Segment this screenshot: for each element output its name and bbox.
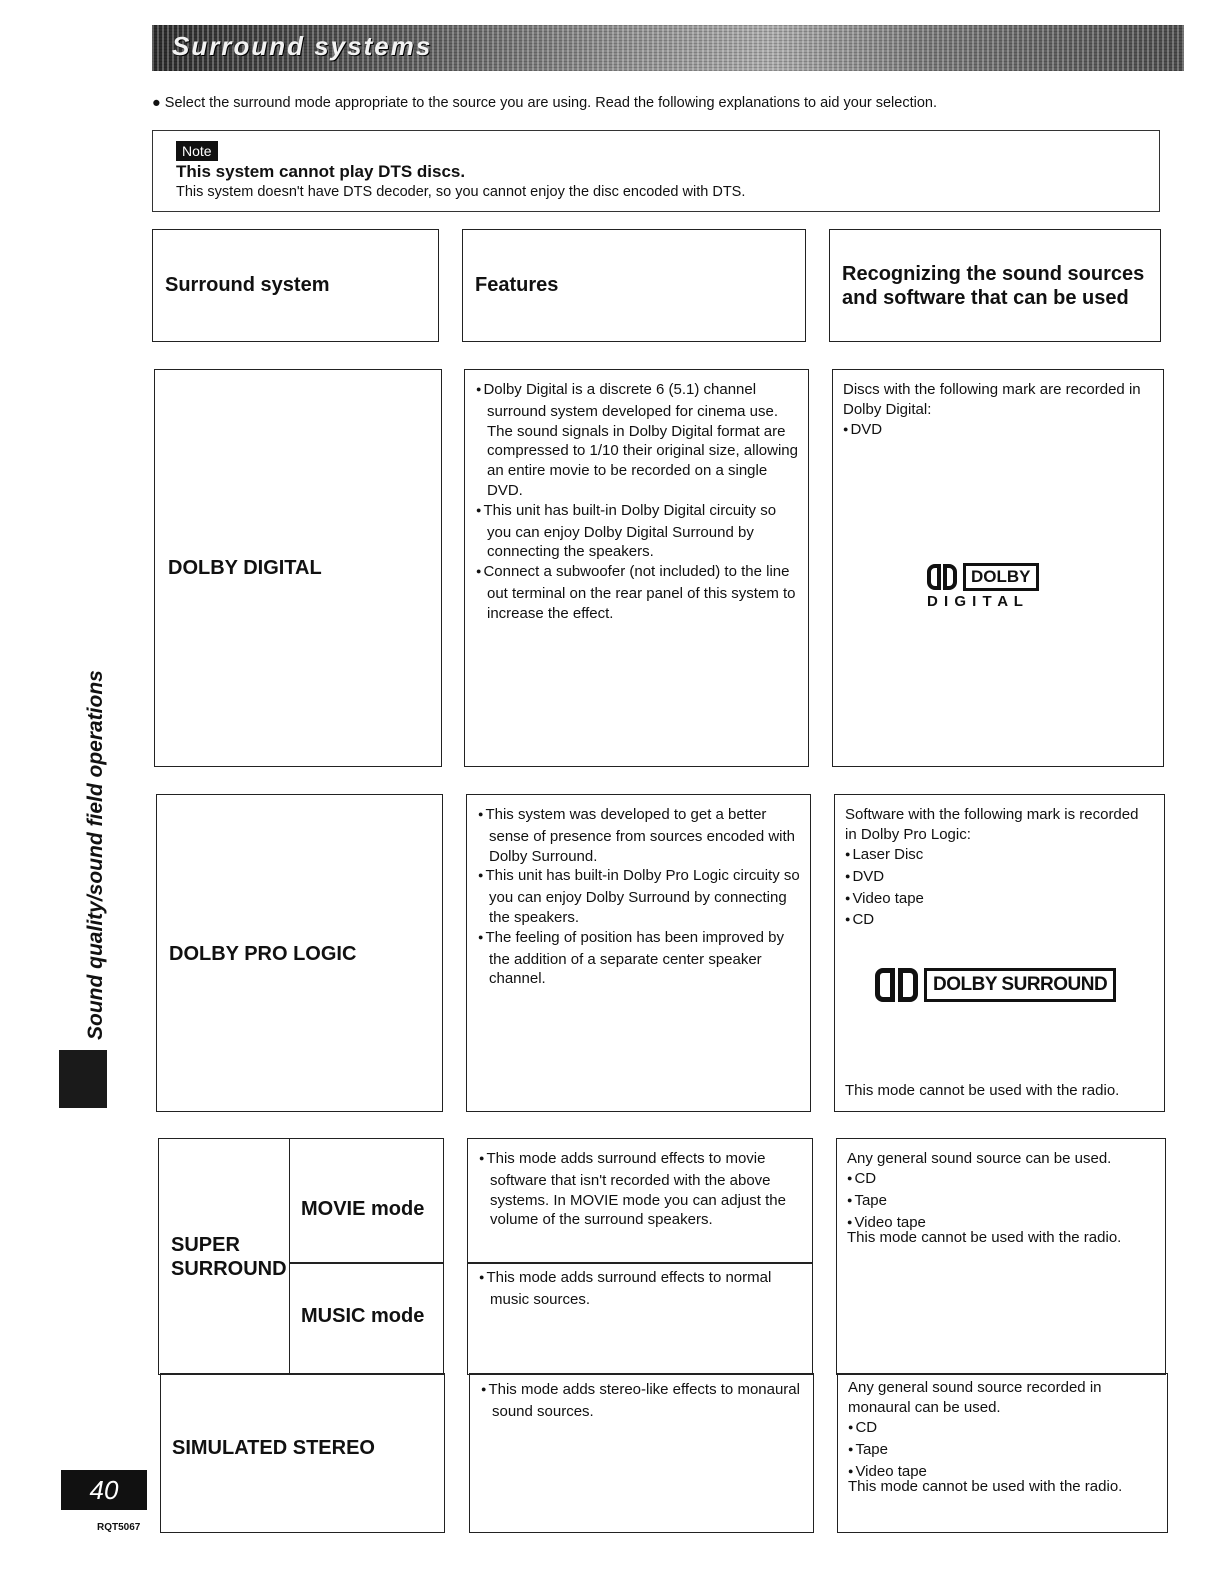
simulated-stereo-features-list	[481, 1380, 801, 1422]
music-mode-features-cell	[467, 1262, 813, 1375]
dolby-pro-logic-sources-list	[845, 845, 1145, 932]
dolby-digital-features-list	[476, 380, 801, 624]
note-text: This system doesn't have DTS decoder, so you cannot enjoy the disc encoded with DTS.	[176, 184, 746, 200]
movie-mode-features-cell	[467, 1138, 813, 1264]
intro-sentence: Select the surround mode appropriate to the source you are using. Read the following explanations to aid your selection.	[164, 95, 937, 111]
music-mode-label: MUSIC mode	[301, 1305, 425, 1327]
dolby-digital-logo-sub: D I G I T A L	[927, 593, 1024, 610]
list-item: ● This unit has built-in Dolby Pro Logic circuity so you can enjoy Dolby Surround by connecting the speakers.	[478, 866, 803, 927]
dolby-digital-features-cell	[464, 369, 809, 767]
d-right-icon	[898, 968, 918, 1002]
dolby-digital-sources-cell	[832, 369, 1164, 767]
list-item: ● Laser Disc	[845, 845, 1145, 867]
simulated-stereo-sources-intro: Any general sound source recorded in monaural can be used.	[848, 1379, 1102, 1416]
document-code: RQT5067	[97, 1522, 141, 1533]
simulated-stereo-features-cell	[469, 1373, 814, 1533]
dolby-pro-logic-name-cell	[156, 794, 443, 1112]
list-item: ● This mode adds stereo-like effects to monaural sound sources.	[481, 1380, 801, 1422]
dolby-digital-name-cell	[154, 369, 442, 767]
header-features	[462, 229, 806, 342]
list-item: ● Connect a subwoofer (not included) to the line out terminal on the rear panel of this system to increase the effect.	[476, 562, 801, 623]
section-banner	[152, 25, 1184, 71]
dolby-digital-logo	[927, 563, 1039, 610]
super-surround-sources-list	[847, 1169, 1147, 1234]
simulated-stereo-name-cell	[160, 1373, 445, 1533]
dolby-surround-logo	[875, 968, 1116, 1002]
dolby-pro-logic-features-list	[478, 805, 803, 989]
list-item: ● Video tape	[845, 889, 1145, 911]
super-surround-title: SUPER SURROUND	[171, 1234, 287, 1280]
list-item: ● This mode adds surround effects to normal music sources.	[479, 1268, 799, 1310]
dolby-logo-word: DOLBY	[963, 563, 1039, 591]
movie-mode-features-list	[479, 1149, 799, 1230]
dolby-pro-logic-sources-intro: Software with the following mark is recorded in Dolby Pro Logic:	[845, 806, 1139, 843]
list-item: ● The feeling of position has been improved by the addition of a separate center speaker channel.	[478, 928, 803, 989]
page-number: 40	[61, 1470, 147, 1510]
list-item: ● Dolby Digital is a discrete 6 (5.1) channel surround system developed for cinema use. The sound signals in Dolby Digital format are compressed to 1/10 their original size, allowing an entire movie to be recorded on a single DVD.	[476, 380, 801, 501]
header-surround-system	[152, 229, 439, 342]
d-left-icon	[875, 968, 895, 1002]
movie-mode-cell	[289, 1138, 444, 1264]
super-surround-sources-cell	[836, 1138, 1166, 1375]
simulated-stereo-sources-cell	[837, 1373, 1168, 1533]
list-item: ● DVD	[845, 867, 1145, 889]
music-mode-cell	[289, 1262, 444, 1375]
list-item: ● This unit has built-in Dolby Digital circuity so you can enjoy Dolby Digital Surround by connecting the speakers.	[476, 501, 801, 562]
dolby-digital-sources-list	[843, 420, 1143, 442]
dolby-surround-logo-word: DOLBY SURROUND	[924, 968, 1116, 1002]
dolby-pro-logic-features-cell	[466, 794, 811, 1112]
header-system-label: Surround system	[165, 274, 330, 296]
simulated-stereo-title: SIMULATED STEREO	[172, 1437, 375, 1459]
sidebar-label-text: Sound quality/sound field operations	[84, 670, 107, 1040]
intro-text: ● Select the surround mode appropriate to the source you are using. Read the following explanations to aid your selection.	[152, 95, 937, 111]
music-mode-features-list	[479, 1268, 799, 1310]
note-badge: Note	[176, 141, 218, 161]
dolby-pro-logic-sources-cell	[834, 794, 1165, 1112]
d-right-icon	[943, 564, 957, 590]
list-item: ● Tape	[848, 1440, 1148, 1462]
list-item: ● DVD	[843, 420, 1143, 442]
super-surround-sources-intro: Any general sound source can be used.	[847, 1150, 1112, 1167]
list-item: ● CD	[845, 910, 1145, 932]
simulated-stereo-sources-list	[848, 1418, 1148, 1483]
dolby-digital-sources-intro: Discs with the following mark are recorded in Dolby Digital:	[843, 381, 1141, 418]
note-title: This system cannot play DTS discs.	[176, 162, 466, 181]
list-item: ● CD	[847, 1169, 1147, 1191]
header-sources-label: Recognizing the sound sources and software that can be used	[842, 262, 1145, 309]
sidebar-label	[84, 640, 114, 1040]
header-sources	[829, 229, 1161, 342]
simulated-stereo-radio-note: This mode cannot be used with the radio.	[848, 1478, 1123, 1495]
sidebar-tab-marker	[59, 1050, 107, 1108]
list-item: ● CD	[848, 1418, 1148, 1440]
note-box	[152, 130, 1160, 212]
dolby-pro-logic-radio-note: This mode cannot be used with the radio.	[845, 1082, 1120, 1099]
list-item: ● This system was developed to get a better sense of presence from sources encoded with Dolby Surround.	[478, 805, 803, 866]
list-item: ● Video tape	[847, 1213, 1147, 1235]
list-item: ● Video tape	[848, 1462, 1148, 1484]
list-item: ● Tape	[847, 1191, 1147, 1213]
super-surround-radio-note: This mode cannot be used with the radio.	[847, 1229, 1122, 1246]
d-left-icon	[927, 564, 941, 590]
header-features-label: Features	[475, 274, 559, 296]
list-item: ● This mode adds surround effects to movie software that isn't recorded with the above systems. In MOVIE mode you can adjust the volume of the surround speakers.	[479, 1149, 799, 1230]
double-d-icon	[927, 563, 1039, 591]
dolby-pro-logic-title: DOLBY PRO LOGIC	[169, 943, 357, 965]
movie-mode-label: MOVIE mode	[301, 1198, 425, 1220]
banner-title: Surround systems	[172, 31, 433, 61]
dolby-digital-title: DOLBY DIGITAL	[168, 557, 322, 579]
